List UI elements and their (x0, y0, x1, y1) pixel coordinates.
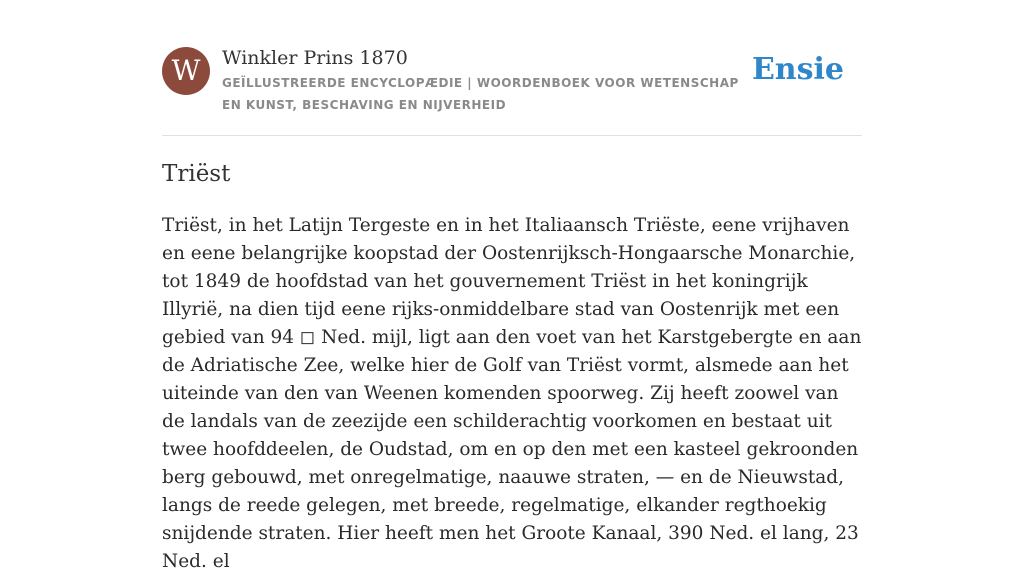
entry-body: Triëst, in het Latijn Tergeste en in het Italiaansch Triëste, eene vrijhaven en eene belangrijke koopstad der Oostenrijksch-Hongaarsche Monarchie, tot 1849 de hoofdstad van het gouvernement Triëst in het koningrijk Illyrië, na dien tijd eene rijks-onmiddelbare stad van Oostenrijk met een gebied van 94 ◻ Ned. mijl, ligt aan den voet van het Karstgebergte en aan de Adriatische Zee, welke hier de Golf van Triëst vormt, alsmede aan het uiteinde van den van Weenen komenden spoorweg. Zij heeft zoowel van de landals van de zeezijde een schilderachtig voorkomen en bestaat uit twee hoofddeelen, de Oudstad, om en op den met een kasteel gekroonden berg gebouwd, met onregelmatige, naauwe straten, — en de Nieuwstad, langs de reede gelegen, met breede, regelmatige, elkander regthoekig snijdende straten. Hier heeft men het Groote Kanaal, 390 Ned. el lang, 23 Ned. el (162, 215, 862, 572)
source-title[interactable]: Winkler Prins 1870 (222, 47, 408, 69)
source-header (162, 46, 862, 116)
ensie-logo-link[interactable]: Ensie (751, 52, 844, 87)
header-divider (162, 135, 862, 136)
source-subtitle: GEÏLLUSTREERDE ENCYCLOPÆDIE | WOORDENBOEK VOOR WETENSCHAP EN KUNST, BESCHAVING EN NIJVERHEID (222, 76, 739, 112)
source-info (222, 46, 762, 116)
entry-title: Triëst (162, 161, 231, 187)
source-avatar[interactable]: W (162, 47, 210, 95)
